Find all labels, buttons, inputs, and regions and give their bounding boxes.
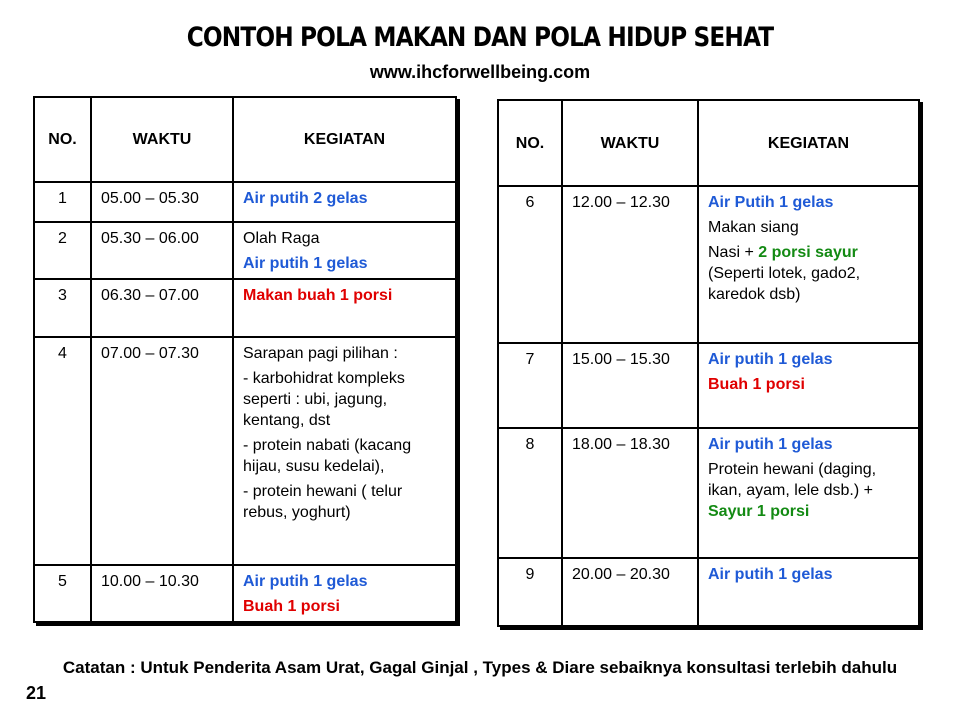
activity-text: Buah 1 porsi (708, 376, 805, 393)
cell-waktu: 07.00 – 07.30 (91, 337, 233, 565)
activity-line (243, 188, 451, 209)
activity-text: - protein hewani ( telur rebus, yoghurt) (243, 483, 403, 521)
table-row (498, 558, 919, 626)
table-row (498, 428, 919, 558)
activity-line (708, 349, 914, 370)
header-kegiatan: KEGIATAN (698, 100, 919, 186)
activity-line (708, 564, 914, 585)
cell-waktu: 20.00 – 20.30 (562, 558, 698, 626)
activity-text: Buah 1 porsi (243, 598, 340, 615)
header-waktu: WAKTU (91, 97, 233, 182)
page-number: 21 (26, 683, 47, 703)
cell-kegiatan (233, 222, 456, 279)
table-row (498, 186, 919, 343)
cell-no: 4 (34, 337, 91, 565)
cell-no: 6 (498, 186, 562, 343)
table-row (498, 343, 919, 428)
cell-no: 2 (34, 222, 91, 279)
table-row (34, 279, 456, 337)
activity-text: Olah Raga (243, 230, 320, 247)
activity-text: Air putih 1 gelas (243, 255, 368, 272)
activity-text: Air putih 1 gelas (243, 573, 368, 590)
cell-kegiatan (233, 565, 456, 622)
cell-kegiatan (698, 558, 919, 626)
cell-kegiatan (233, 337, 456, 565)
activity-text: Air putih 2 gelas (243, 190, 368, 207)
website-url: www.ihcforwellbeing.com (369, 62, 591, 82)
activity-text: Makan buah 1 porsi (243, 287, 393, 304)
activity-text: (Seperti lotek, gado2, karedok dsb) (708, 265, 861, 303)
cell-no: 1 (34, 182, 91, 222)
cell-waktu: 18.00 – 18.30 (562, 428, 698, 558)
table-row (34, 182, 456, 222)
activity-text: Protein hewani (daging, ikan, ayam, lele dsb.) + (708, 461, 877, 499)
table-row (34, 337, 456, 565)
cell-no: 7 (498, 343, 562, 428)
activity-text: Air putih 1 gelas (708, 566, 833, 583)
header-no: NO. (34, 97, 91, 182)
activity-text: Sarapan pagi pilihan : (243, 345, 398, 362)
cell-no: 3 (34, 279, 91, 337)
activity-line (708, 192, 914, 213)
cell-no: 5 (34, 565, 91, 622)
activity-line (708, 459, 914, 522)
activity-text: Air putih 1 gelas (708, 351, 833, 368)
cell-waktu: 10.00 – 10.30 (91, 565, 233, 622)
cell-waktu: 12.00 – 12.30 (562, 186, 698, 343)
activity-line (243, 228, 451, 249)
activity-line (708, 242, 914, 305)
activity-line (243, 285, 451, 306)
activity-line (243, 571, 451, 592)
activity-text: Air putih 1 gelas (708, 436, 833, 453)
activity-line (243, 343, 451, 364)
activity-text: Air Putih 1 gelas (708, 194, 834, 211)
activity-text: Nasi + (708, 244, 759, 261)
header-waktu: WAKTU (562, 100, 698, 186)
table-row (34, 565, 456, 622)
cell-no: 8 (498, 428, 562, 558)
activity-text: Sayur 1 porsi (708, 503, 810, 520)
table-row (34, 222, 456, 279)
activity-line (708, 374, 914, 395)
activity-line (243, 596, 451, 617)
page-title: CONTOH POLA MAKAN DAN POLA HIDUP SEHAT (186, 22, 774, 53)
activity-text: - protein nabati (kacang hijau, susu kedelai), (243, 437, 412, 475)
cell-waktu: 15.00 – 15.30 (562, 343, 698, 428)
cell-no: 9 (498, 558, 562, 626)
header-no: NO. (498, 100, 562, 186)
cell-kegiatan (233, 182, 456, 222)
activity-line (243, 481, 451, 523)
cell-waktu: 05.30 – 06.00 (91, 222, 233, 279)
cell-waktu: 05.00 – 05.30 (91, 182, 233, 222)
cell-kegiatan (233, 279, 456, 337)
activity-line (243, 368, 451, 431)
activity-line (243, 253, 451, 274)
cell-kegiatan (698, 428, 919, 558)
cell-kegiatan (698, 343, 919, 428)
activity-text: 2 porsi sayur (758, 244, 858, 261)
activity-text: Makan siang (708, 219, 799, 236)
activity-line (708, 434, 914, 455)
activity-line (243, 435, 451, 477)
activity-text: - karbohidrat kompleks seperti : ubi, jagung, kentang, dst (243, 370, 405, 429)
footnote: Catatan : Untuk Penderita Asam Urat, Gagal Ginjal , Types & Diare sebaiknya konsultasi terlebih dahulu (62, 658, 898, 677)
cell-waktu: 06.30 – 07.00 (91, 279, 233, 337)
schedule-table-right (497, 99, 920, 627)
cell-kegiatan (698, 186, 919, 343)
schedule-table-left (33, 96, 457, 623)
header-kegiatan: KEGIATAN (233, 97, 456, 182)
activity-line (708, 217, 914, 238)
